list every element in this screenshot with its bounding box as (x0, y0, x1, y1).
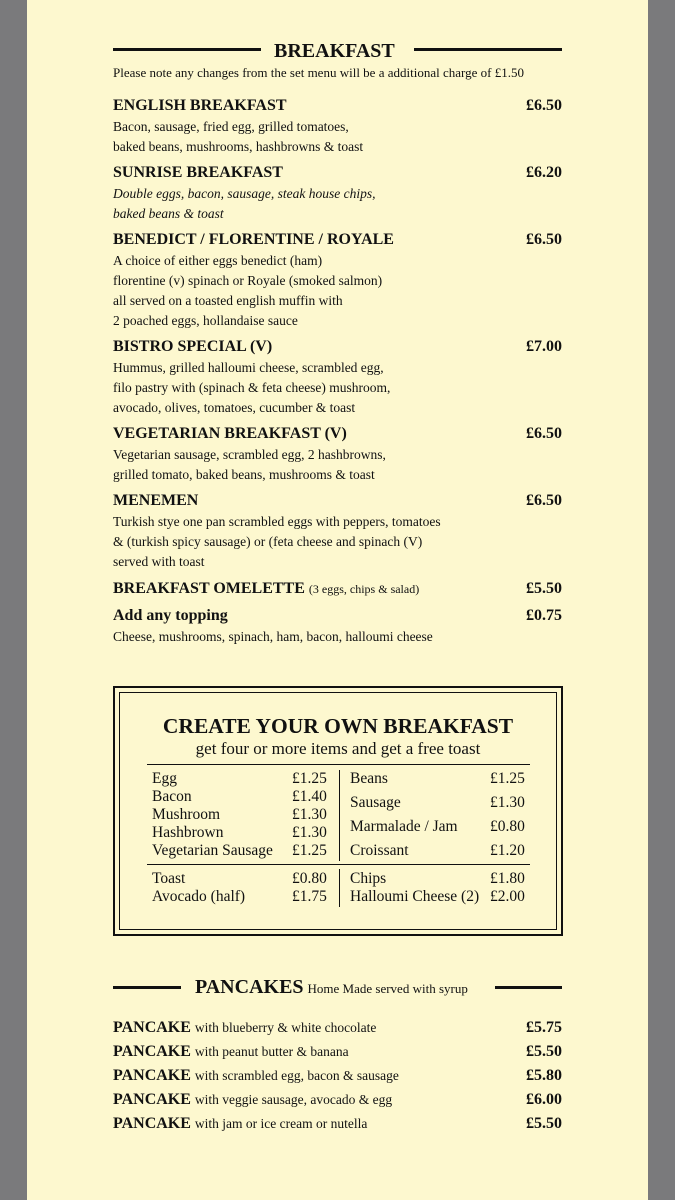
pancakes-subtitle: Home Made served with syrup (307, 981, 468, 996)
menu-item-name: MENEMEN (113, 492, 199, 509)
omelette-extra: (3 eggs, chips & salad) (308, 582, 420, 596)
surcharge-note: Please note any changes from the set menu will be a additional charge of £1.50 (113, 65, 524, 80)
pancake-item (113, 1043, 349, 1061)
divider-line (147, 864, 530, 865)
pancake-item (113, 1067, 399, 1085)
pancake-desc: with scrambled egg, bacon & sausage (194, 1068, 399, 1083)
create-your-own-subtitle: get four or more items and get a free toast (195, 739, 481, 758)
menu-item-price: £0.75 (526, 607, 562, 624)
item-price: £1.20 (490, 842, 525, 859)
menu-item-description: Hummus, grilled halloumi cheese, scrambled egg, filo pastry with (spinach & feta cheese) mushroom, avocado, olives, tomatoes, cucumber & toast (113, 360, 391, 415)
menu-item-description: Bacon, sausage, fried egg, grilled tomatoes, baked beans, mushrooms, hashbrowns & toast (113, 119, 364, 154)
column-divider (339, 770, 340, 861)
divider-line (495, 986, 562, 989)
item-price: £2.00 (490, 888, 525, 905)
create-your-own-title: CREATE YOUR OWN BREAKFAST (162, 714, 514, 738)
omelette-name: BREAKFAST OMELETTE (113, 580, 305, 597)
pancake-price: £5.80 (526, 1067, 562, 1084)
menu-item-price: £6.50 (526, 97, 562, 114)
item-name: Marmalade / Jam (350, 818, 458, 835)
pancake-desc: with veggie sausage, avocado & egg (194, 1092, 393, 1107)
item-name: Chips (350, 870, 387, 887)
item-name: Bacon (152, 788, 192, 805)
menu-item-price: £6.50 (526, 492, 562, 509)
item-name: Hashbrown (152, 824, 224, 841)
pancake-desc: with peanut butter & banana (194, 1044, 349, 1059)
menu-item-name: BISTRO SPECIAL (V) (113, 338, 273, 355)
pancake-price: £5.50 (526, 1043, 562, 1060)
menu-item-price: £7.00 (526, 338, 562, 355)
pancake-price: £5.50 (526, 1115, 562, 1132)
item-price: £1.30 (292, 806, 327, 823)
column-divider (339, 869, 340, 907)
pancakes-title: PANCAKES (195, 976, 304, 998)
pancake-name: PANCAKE (113, 1115, 191, 1132)
pancake-item (113, 1019, 376, 1037)
pancake-name: PANCAKE (113, 1067, 191, 1084)
menu-item-name: VEGETARIAN BREAKFAST (V) (113, 425, 347, 442)
menu-item-price: £6.20 (526, 164, 562, 181)
item-price: £1.25 (490, 770, 525, 787)
item-name: Egg (152, 770, 177, 787)
item-name: Vegetarian Sausage (152, 842, 273, 859)
item-price: £1.30 (292, 824, 327, 841)
menu-item-description: Turkish stye one pan scrambled eggs with peppers, tomatoes & (turkish spicy sausage) or (feta cheese and spinach (V) served with toast (113, 514, 441, 569)
item-name: Sausage (350, 794, 401, 811)
divider-line (113, 48, 261, 51)
item-name: Mushroom (152, 806, 221, 823)
menu-item-price: £6.50 (526, 231, 562, 248)
menu-item-name: ENGLISH BREAKFAST (113, 97, 287, 114)
pancakes-heading (195, 976, 468, 999)
item-price: £1.80 (490, 870, 525, 887)
divider-line (113, 986, 181, 989)
item-price: £1.75 (292, 888, 327, 905)
pancake-price: £6.00 (526, 1091, 562, 1108)
item-name: Avocado (half) (152, 888, 246, 905)
item-name: Toast (152, 870, 186, 887)
breakfast-title: BREAKFAST (274, 40, 395, 62)
item-price: £1.25 (292, 770, 327, 787)
menu-item-description: Vegetarian sausage, scrambled egg, 2 hashbrowns, grilled tomato, baked beans, mushrooms & toast (113, 447, 386, 482)
menu-item-description: A choice of either eggs benedict (ham) florentine (v) spinach or Royale (smoked salmon) all served on a toasted english muffin with 2 poached eggs, hollandaise sauce (113, 253, 383, 328)
menu-item-description: Double eggs, bacon, sausage, steak house chips, baked beans & toast (113, 186, 376, 221)
menu-item-description: Cheese, mushrooms, spinach, ham, bacon, halloumi cheese (113, 629, 433, 644)
pancake-name: PANCAKE (113, 1019, 191, 1036)
menu-item-name (113, 580, 419, 598)
pancake-item (113, 1091, 392, 1109)
item-name: Beans (350, 770, 388, 787)
pancake-name: PANCAKE (113, 1043, 191, 1060)
item-price: £0.80 (490, 818, 525, 835)
menu-item-price: £5.50 (526, 580, 562, 597)
item-price: £0.80 (292, 870, 327, 887)
item-price: £1.25 (292, 842, 327, 859)
divider-line (414, 48, 562, 51)
item-name: Halloumi Cheese (2) (350, 888, 480, 905)
item-name: Croissant (350, 842, 409, 859)
pancake-price: £5.75 (526, 1019, 562, 1036)
menu-item-name: SUNRISE BREAKFAST (113, 164, 283, 181)
menu-item-name: Add any topping (113, 607, 228, 624)
divider-line (147, 764, 530, 765)
pancake-desc: with jam or ice cream or nutella (194, 1116, 368, 1131)
menu-item-price: £6.50 (526, 425, 562, 442)
pancake-desc: with blueberry & white chocolate (194, 1020, 377, 1035)
pancake-item (113, 1115, 367, 1133)
item-price: £1.40 (292, 788, 327, 805)
pancake-name: PANCAKE (113, 1091, 191, 1108)
menu-item-name: BENEDICT / FLORENTINE / ROYALE (113, 231, 394, 248)
item-price: £1.30 (490, 794, 525, 811)
